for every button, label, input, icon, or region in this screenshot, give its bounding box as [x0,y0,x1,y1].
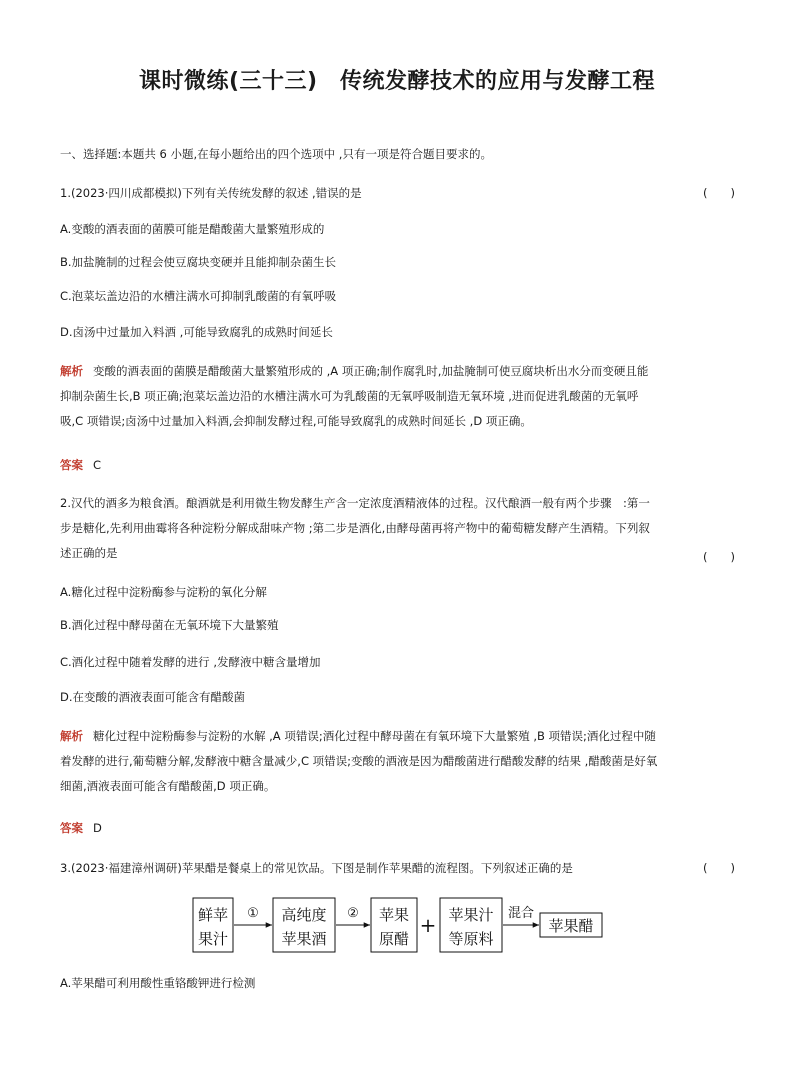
flow-box1-line1: 鲜苹 [197,906,229,924]
q2-analysis-line-3: 细菌,酒液表面可能含有醋酸菌,D 项正确。 [60,779,276,793]
q2-option-b: B.酒化过程中酵母菌在无氧环境下大量繁殖 [60,618,279,632]
q2-analysis [60,724,740,799]
flow-box-high-purity-cider [273,898,335,952]
q2-stem-line-3: 述正确的是 [60,546,118,560]
q1-option-c: C.泡菜坛盖边沿的水槽注满水可抑制乳酸菌的有氧呼吸 [60,289,337,303]
flow-box-fresh-apple-juice [193,898,233,952]
q3-option-a: A.苹果醋可利用酸性重铬酸钾进行检测 [60,976,256,990]
q2-option-a: A.糖化过程中淀粉酶参与淀粉的氧化分解 [60,585,267,599]
q2-analysis-line-1: 糖化过程中淀粉酶参与淀粉的水解 ,A 项错误;酒化过程中酵母菌在有氧环境下大量繁殖 ,B 项错误;酒化过程中随 [93,729,656,743]
section-header: 一、选择题:本题共 6 小题,在每小题给出的四个选项中 ,只有一项是符合题目要求的。 [60,147,492,161]
q2-stem-line-2: 步是糖化,先利用曲霉将各种淀粉分解成甜味产物 ;第二步是酒化,由酵母菌再将产物中的葡萄糖发酵产生酒精。下列叙 [60,521,650,535]
q1-analysis-line-2: 抑制杂菌生长,B 项正确;泡菜坛盖边沿的水槽注满水可为乳酸菌的无氧呼吸制造无氧环境 ,进而促进乳酸菌的无氧呼 [60,389,639,403]
flow-box3-line1: 苹果 [378,906,410,924]
q2-analysis-label: 解析 [60,729,83,743]
flow-box1-line2: 果汁 [197,930,229,948]
flow-box-apple-juice-materials [440,898,502,952]
q1-analysis-label: 解析 [60,364,83,378]
q1-answer-paren: ( ) [703,186,735,200]
q1-answer-value: C [93,458,102,472]
flow-box-apple-vinegar [540,913,602,937]
flow-step-2-label: ② [347,906,359,921]
q1-analysis-line-3: 吸,C 项错误;卤汤中过量加入料酒,会抑制发酵过程,可能导致腐乳的成熟时间延长 ,D 项正确。 [60,414,532,428]
flow-mix-label: 混合 [507,906,535,921]
q1-option-d: D.卤汤中过量加入料酒 ,可能导致腐乳的成熟时间延长 [60,325,333,339]
page-title: 课时微练(三十三) 传统发酵技术的应用与发酵工程 [138,69,656,94]
q1-answer [60,457,101,473]
flow-box2-line2: 苹果酒 [281,930,327,948]
q2-stem-line-1: 2.汉代的酒多为粮食酒。酿酒就是利用微生物发酵生产含一定浓度酒精液体的过程。汉代酿酒一般有两个步骤 :第一 [60,496,650,510]
q1-analysis [60,359,740,434]
q2-answer [60,820,102,836]
flow-box2-line1: 高纯度 [281,906,327,924]
q2-analysis-line-2: 着发酵的进行,葡萄糖分解,发酵液中糖含量减少,C 项错误;变酸的酒液是因为醋酸菌进行醋酸发酵的结果 ,醋酸菌是好氧 [60,754,658,768]
flow-step-1-label: ① [247,906,259,921]
q1-stem: 1.(2023·四川成都模拟)下列有关传统发酵的叙述 ,错误的是 [60,186,362,200]
flow-box3-line2: 原醋 [378,930,410,948]
q2-answer-label: 答案 [60,821,83,835]
q2-answer-value: D [93,821,102,835]
q1-analysis-line-1: 变酸的酒表面的菌膜是醋酸菌大量繁殖形成的 ,A 项正确;制作腐乳时,加盐腌制可使豆腐块析出水分而变硬且能 [93,364,649,378]
q3-stem: 3.(2023·福建漳州调研)苹果醋是餐桌上的常见饮品。下图是制作苹果醋的流程图。下列叙述正确的是 [60,861,573,875]
flow-box5-label: 苹果醋 [548,917,594,935]
q1-option-a: A.变酸的酒表面的菌膜可能是醋酸菌大量繁殖形成的 [60,222,325,236]
flow-box-apple-raw-vinegar [371,898,417,952]
q2-stem [60,491,740,566]
flow-plus-sign: + [419,913,437,937]
q1-option-b: B.加盐腌制的过程会使豆腐块变硬并且能抑制杂菌生长 [60,255,337,269]
q1-answer-label: 答案 [60,458,83,472]
q3-answer-paren: ( ) [703,861,735,875]
apple-vinegar-flowchart [192,896,612,954]
q2-answer-paren: ( ) [703,550,735,564]
flowchart-svg [192,896,612,954]
flow-box4-line2: 等原料 [448,930,494,948]
q2-option-d: D.在变酸的酒液表面可能含有醋酸菌 [60,690,246,704]
q2-option-c: C.酒化过程中随着发酵的进行 ,发酵液中糖含量增加 [60,655,321,669]
flow-box4-line1: 苹果汁 [448,906,494,924]
